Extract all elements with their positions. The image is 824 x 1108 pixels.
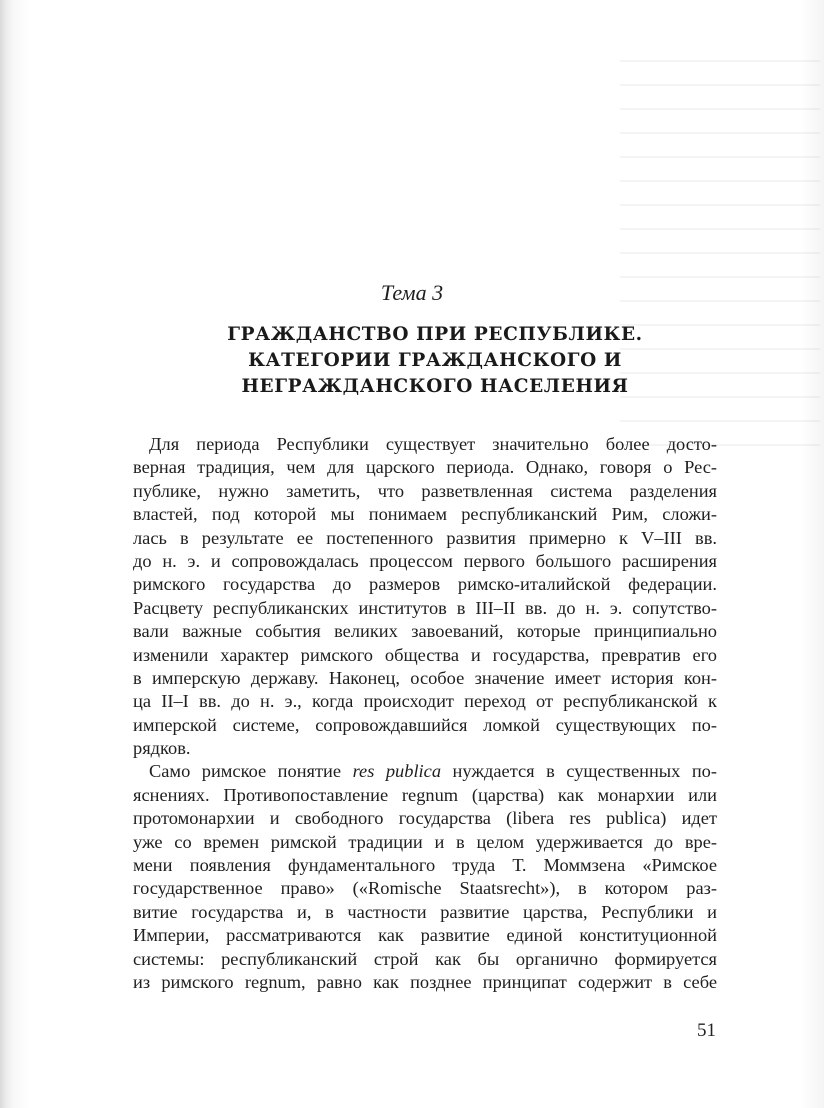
chapter-title-line: ГРАЖДАНСТВО ПРИ РЕСПУБЛИКЕ.: [227, 324, 643, 345]
text-fragment: Само римское понятие: [149, 761, 353, 782]
chapter-title-line: НЕГРАЖДАНСКОГО НАСЕЛЕНИЯ: [241, 376, 629, 397]
text-line: властей, под которой мы понимаем республиканский Рим, сложи-: [133, 504, 717, 525]
text-line: мени появления фундаментального труда Т. Моммзена «Римское: [133, 855, 717, 876]
page-number: 51: [697, 1020, 716, 1041]
text-line: верная традиция, чем для царского периода. Однако, говоря о Рес-: [133, 457, 717, 478]
text-line: [149, 760, 717, 783]
text-line: системы: республиканский строй как бы органично формируется: [133, 948, 717, 969]
italic-term: res publica: [352, 761, 442, 782]
body-text: [133, 433, 717, 994]
text-line: имперской системе, сопровождавшийся ломкой существующих по-: [133, 714, 717, 735]
paragraph-2: [133, 760, 717, 994]
text-line: лась в результате ее постепенного развития примерно к V–III вв.: [133, 527, 717, 548]
text-line: до н. э. и сопровождалась процессом первого большого расширения: [133, 550, 717, 571]
topic-label: Тема 3: [380, 280, 444, 305]
text-line: из римского regnum, равно как позднее принципат содержит в себе: [133, 971, 717, 992]
text-line: государственное право» («Romische Staatsrecht»), в котором раз-: [133, 878, 717, 899]
text-line: изменили характер римского общества и государства, превратив его: [133, 644, 717, 665]
show-through-texture: [620, 60, 820, 460]
text-line: яснениях. Противопоставление regnum (царства) как монархии или: [133, 784, 717, 805]
text-line: в имперскую державу. Наконец, особое значение имеет история кон-: [133, 667, 717, 688]
text-line: уже со времен римской традиции и в целом удерживается до вре-: [133, 831, 717, 852]
text-line: Империи, рассматриваются как развитие единой конституционной: [133, 925, 717, 946]
text-fragment: нуждается в существенных по-: [441, 761, 718, 782]
chapter-title: [150, 322, 720, 400]
text-line: Для периода Республики существует значительно более досто-: [149, 434, 717, 454]
chapter-title-line: КАТЕГОРИИ ГРАЖДАНСКОГО И: [248, 350, 622, 371]
text-line: протомонархии и свободного государства (libera res publica) идет: [133, 808, 717, 829]
text-line: Расцвету республиканских институтов в III–II вв. до н. э. сопутство-: [133, 597, 717, 618]
text-line: ца II–I вв. до н. э., когда происходит переход от республиканской к: [133, 691, 717, 712]
text-line: публике, нужно заметить, что разветвленная система разделения: [133, 480, 717, 501]
text-line: римского государства до размеров римско-италийской федерации.: [133, 574, 717, 595]
paragraph-1: [133, 433, 717, 760]
text-line: витие государства и, в частности развитие царства, Республики и: [133, 901, 717, 922]
text-line: рядков.: [133, 738, 191, 759]
text-line: вали важные события великих завоеваний, которые принципиально: [133, 621, 717, 642]
